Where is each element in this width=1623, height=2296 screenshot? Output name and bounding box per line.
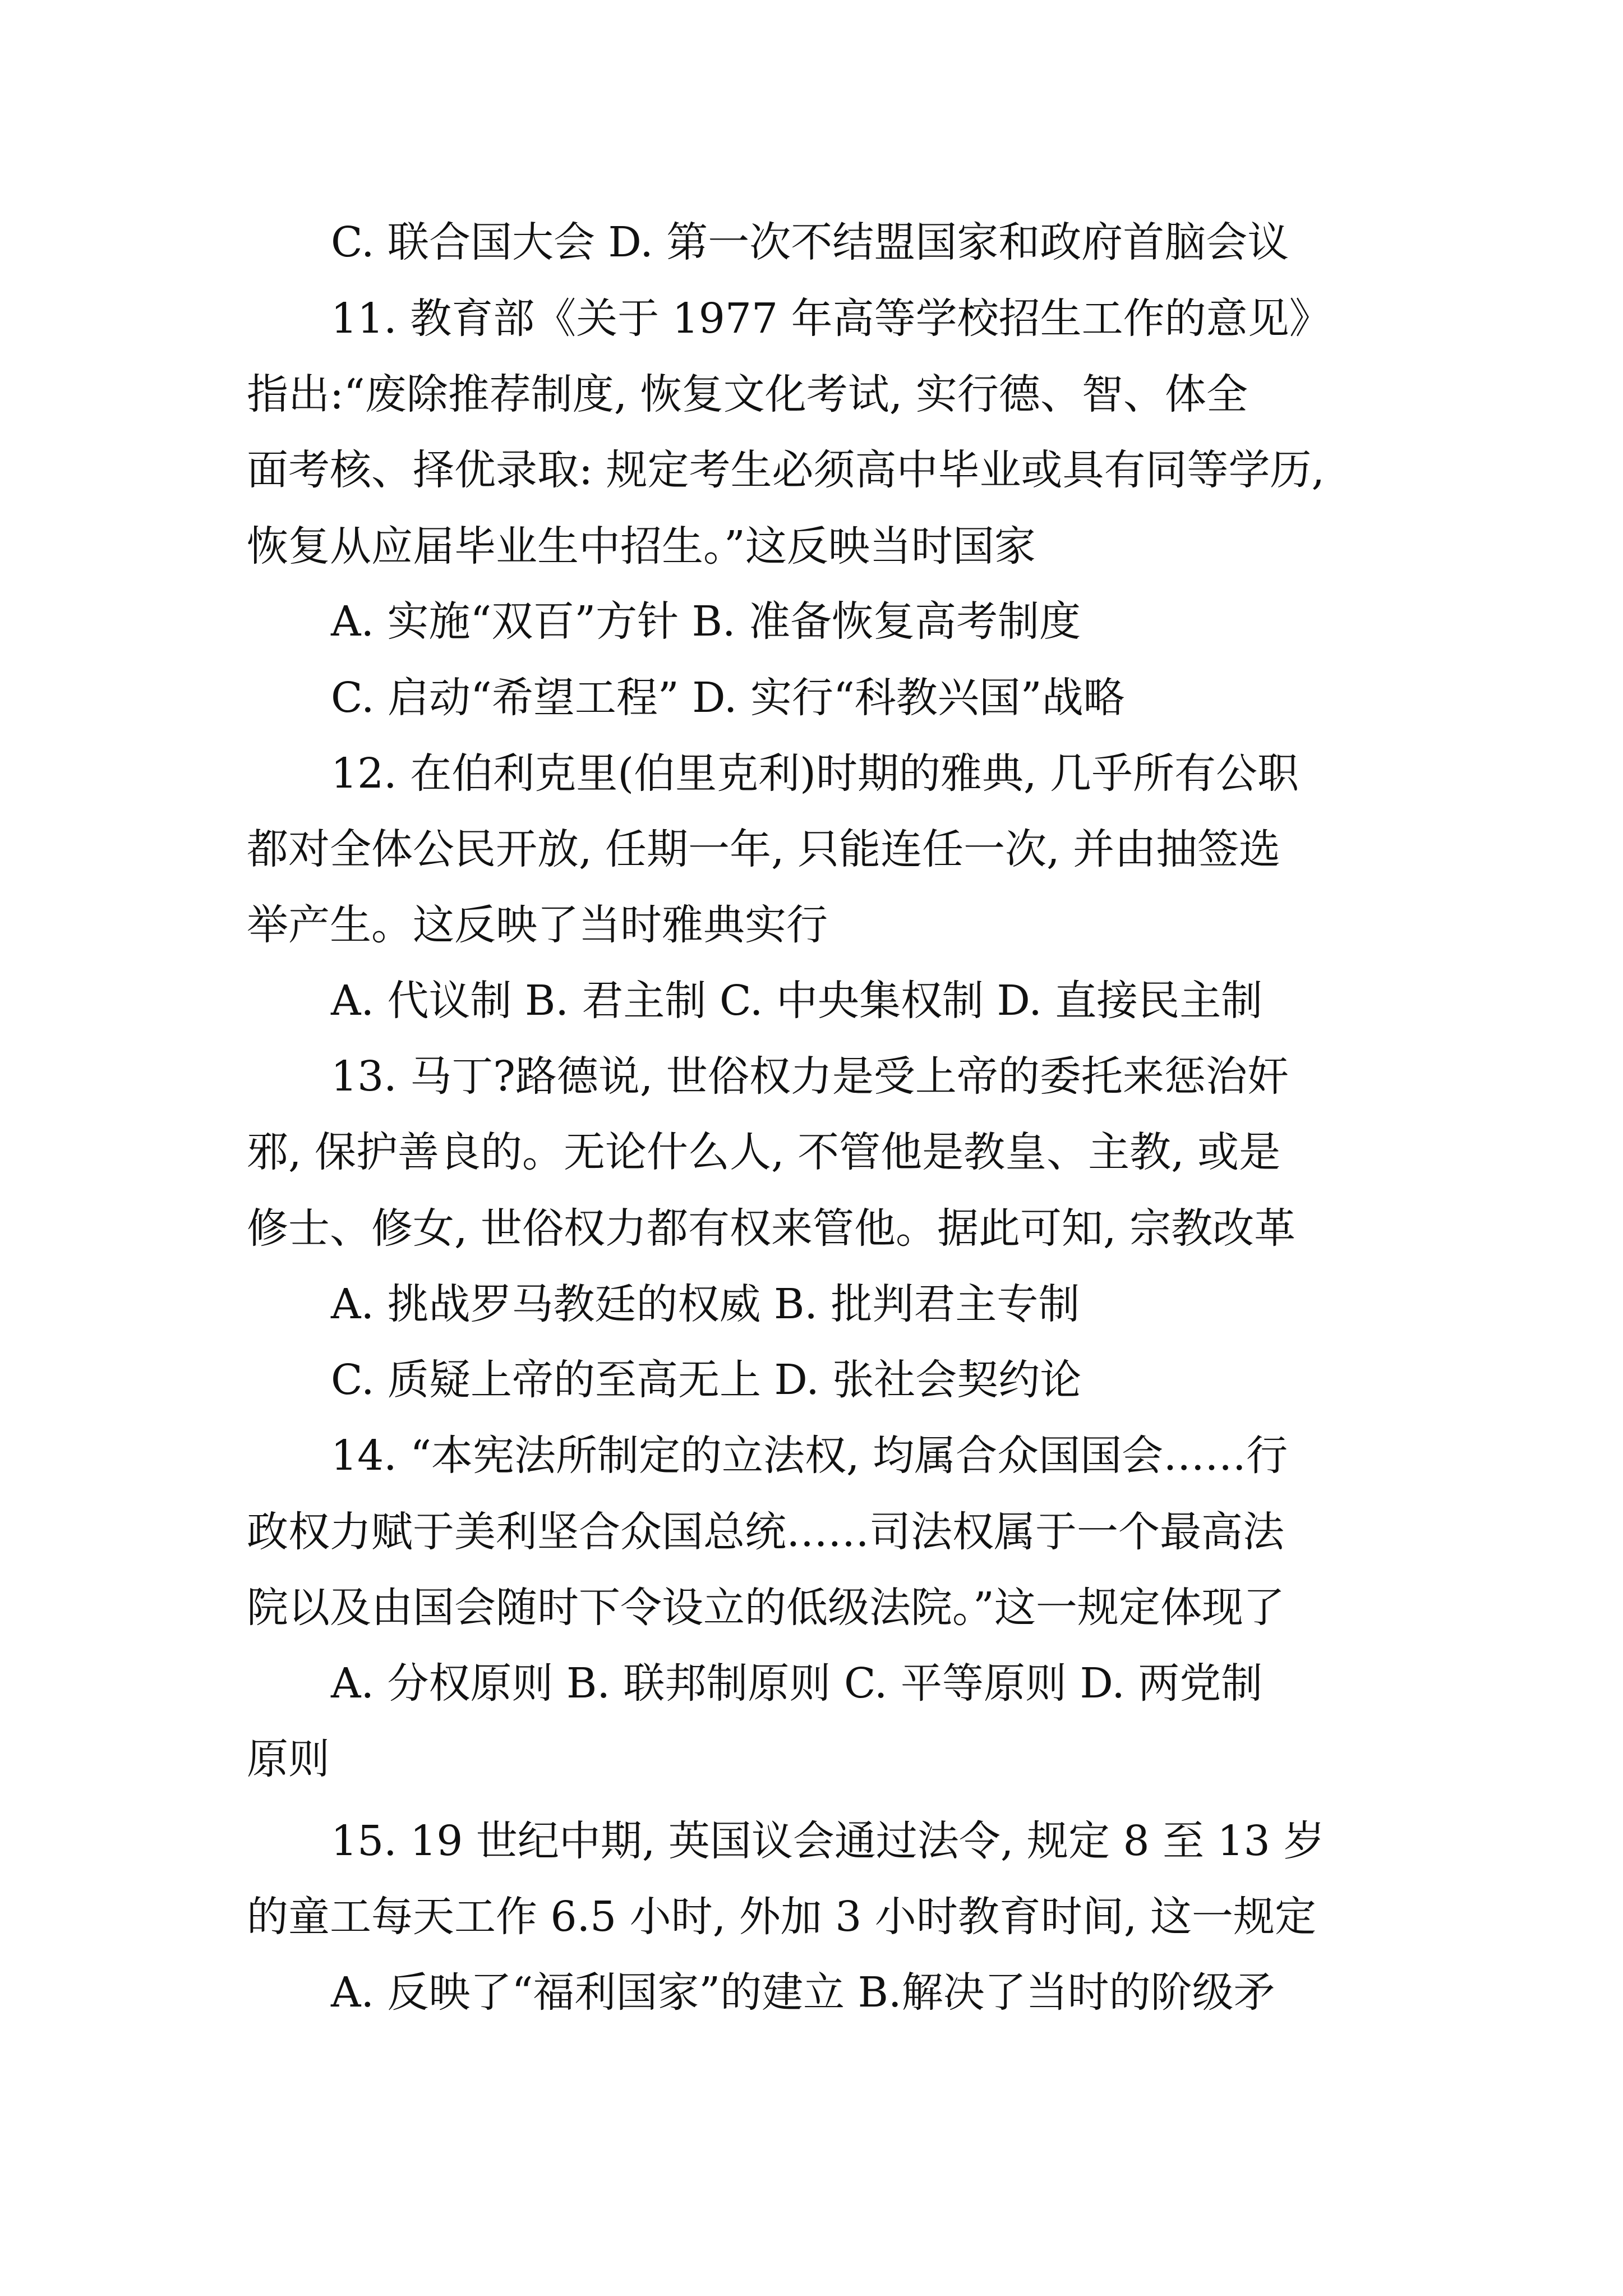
question-13-stem: 13. 马丁?路德说, 世俗权力是受上帝的委托来惩治奸	[331, 1052, 1289, 1101]
question-14-options: A. 分权原则 B. 联邦制原则 C. 平等原则 D. 两党制	[331, 1659, 1263, 1708]
text-line: 修士、修女, 世俗权力都有权来管他。据此可知, 宗教改革	[247, 1204, 1296, 1253]
question-12-options: A. 代议制 B. 君主制 C. 中央集权制 D. 直接民主制	[331, 977, 1263, 1025]
question-11-stem: 11. 教育部《关于 1977 年高等学校招生工作的意见》	[331, 295, 1331, 343]
text-line: 邪, 保护善良的。无论什么人, 不管他是教皇、主教, 或是	[247, 1128, 1281, 1176]
text-line: 院以及由国会随时下令设立的低级法院。”这一规定体现了	[247, 1584, 1285, 1632]
question-15-stem: 15. 19 世纪中期, 英国议会通过法令, 规定 8 至 13 岁	[331, 1817, 1325, 1865]
text-line: C. 联合国大会 D. 第一次不结盟国家和政府首脑会议	[331, 218, 1289, 266]
text-line: 的童工每天工作 6.5 小时, 外加 3 小时教育时间, 这一规定	[247, 1893, 1316, 1941]
text-line: 政权力赋于美利坚合众国总统……司法权属于一个最高法	[247, 1508, 1284, 1556]
text-line: 都对全体公民开放, 任期一年, 只能连任一次, 并由抽签选	[247, 825, 1281, 873]
question-13-options-ab: A. 挑战罗马教廷的权威 B. 批判君主专制	[331, 1280, 1080, 1328]
question-11-options-ab: A. 实施“双百”方针 B. 准备恢复高考制度	[331, 597, 1081, 646]
question-12-stem: 12. 在伯利克里(伯里克利)时期的雅典, 几乎所有公职	[331, 749, 1299, 798]
question-11-options-cd: C. 启动“希望工程” D. 实行“科教兴国”战略	[331, 674, 1125, 722]
question-13-options-cd: C. 质疑上帝的至高无上 D. 张社会契约论	[331, 1356, 1082, 1404]
text-line: 原则	[247, 1735, 330, 1783]
question-15-options: A. 反映了“福利国家”的建立 B.解决了当时的阶级矛	[331, 1968, 1275, 2017]
question-14-stem: 14. “本宪法所制定的立法权, 均属合众国国会……行	[331, 1432, 1288, 1480]
text-line: 举产生。这反映了当时雅典实行	[247, 901, 828, 949]
text-line: 面考核、择优录取: 规定考生必须高中毕业或具有同等学历,	[247, 446, 1325, 494]
text-line: 指出:“废除推荐制度, 恢复文化考试, 实行德、智、体全	[247, 370, 1248, 418]
text-line: 恢复从应届毕业生中招生。”这反映当时国家	[247, 522, 1036, 570]
